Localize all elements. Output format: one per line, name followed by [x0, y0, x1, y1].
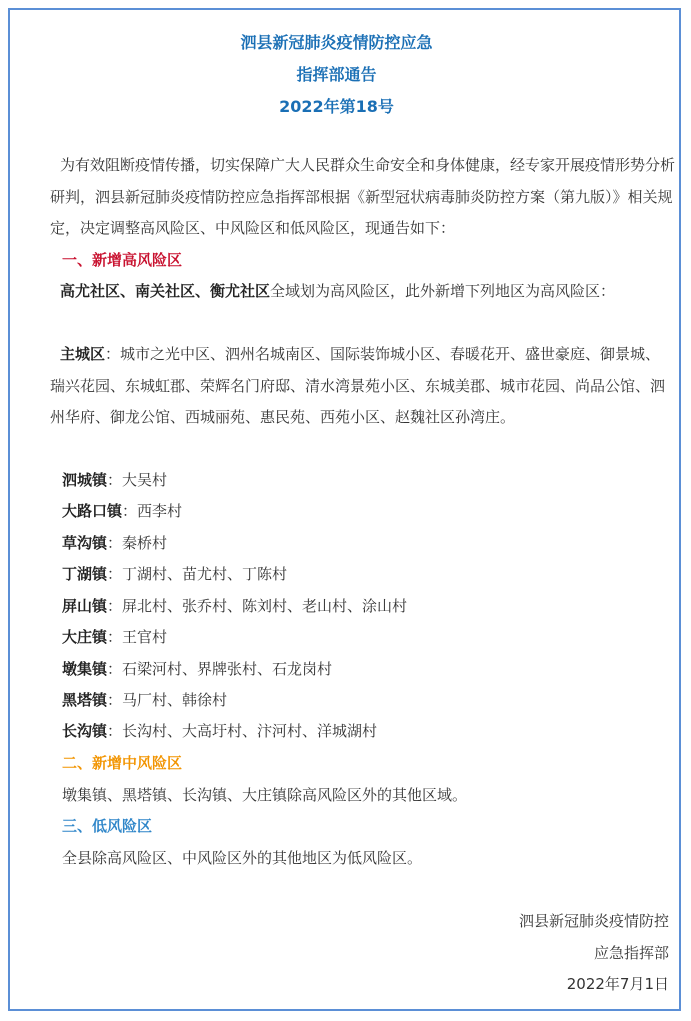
town-villages: ：屏北村、张乔村、陈刘村、老山村、涂山村 — [107, 597, 408, 615]
section1-lead-bold: 高尤社区、南关社区、衡尤社区 — [60, 282, 271, 300]
intro-paragraph — [50, 150, 678, 245]
town-villages: ：秦桥村 — [107, 534, 168, 552]
section1-lead-rest: 全域划为高风险区，此外新增下列地区为高风险区： — [270, 282, 616, 300]
intro-text: 为有效阻断疫情传播，切实保障广大人民群众生命安全和身体健康，经专家开展疫情形势分析研判，泗县新冠肺炎疫情防控应急指挥部根据《新型冠状病毒肺炎防控方案（第九版）》相关规定，决定调整高风险区、中风险区和低风险区，现通告如下： — [50, 156, 676, 237]
town-name: 墩集镇 — [62, 660, 108, 678]
section3-text: 全县除高风险区、中风险区外的其他地区为低风险区。 — [62, 849, 423, 867]
town-row — [62, 559, 287, 590]
town-name: 草沟镇 — [62, 534, 108, 552]
signature-line-1: 泗县新冠肺炎疫情防控 — [518, 912, 669, 930]
title-line-3: 2022年第18号 — [279, 97, 394, 116]
town-villages: ：丁湖村、苗尤村、丁陈村 — [107, 565, 288, 583]
main-city-label: 主城区 — [60, 345, 106, 363]
town-villages: ：大吴村 — [107, 471, 168, 489]
town-villages: ：石梁河村、界牌张村、石龙岗村 — [107, 660, 333, 678]
town-row — [62, 496, 182, 527]
title-line-1: 泗县新冠肺炎疫情防控应急 — [240, 33, 433, 52]
signature-date: 2022年7月1日 — [566, 975, 669, 993]
section2-text: 墩集镇、黑塔镇、长沟镇、大庄镇除高风险区外的其他区域。 — [62, 786, 468, 804]
town-row — [62, 622, 167, 653]
town-name: 大路口镇 — [62, 502, 123, 520]
town-name: 长沟镇 — [62, 722, 108, 740]
title-line-2: 指挥部通告 — [296, 65, 377, 84]
town-name: 丁湖镇 — [62, 565, 108, 583]
section2-heading: 二、新增中风险区 — [62, 754, 183, 772]
town-name: 泗城镇 — [62, 471, 108, 489]
town-villages: ：王官村 — [107, 628, 168, 646]
town-name: 屏山镇 — [62, 597, 108, 615]
section1-heading: 一、新增高风险区 — [62, 251, 183, 269]
town-row — [62, 465, 167, 496]
town-row — [62, 716, 377, 747]
town-villages: ：马厂村、韩徐村 — [107, 691, 228, 709]
town-villages: ：长沟村、大高圩村、汴河村、洋城湖村 — [107, 722, 378, 740]
section3-heading: 三、低风险区 — [62, 817, 153, 835]
town-row — [62, 654, 332, 685]
town-villages: ：西李村 — [122, 502, 183, 520]
section1-lead — [50, 276, 675, 308]
town-row — [62, 528, 167, 559]
main-city-text: ：城市之光中区、泗州名城南区、国际装饰城小区、春暖花开、盛世豪庭、御景城、瑞兴花园、东城虹郡、荣辉名门府邸、清水湾景苑小区、东城美郡、城市花园、尚品公馆、泗州华府、御龙公馆、西城丽苑、惠民苑、西苑小区、赵魏社区孙湾庄。 — [50, 345, 666, 426]
main-city-paragraph — [50, 339, 675, 434]
town-row — [62, 591, 407, 622]
town-name: 黑塔镇 — [62, 691, 108, 709]
signature-line-2: 应急指挥部 — [593, 944, 669, 962]
town-name: 大庄镇 — [62, 628, 108, 646]
town-row — [62, 685, 227, 716]
